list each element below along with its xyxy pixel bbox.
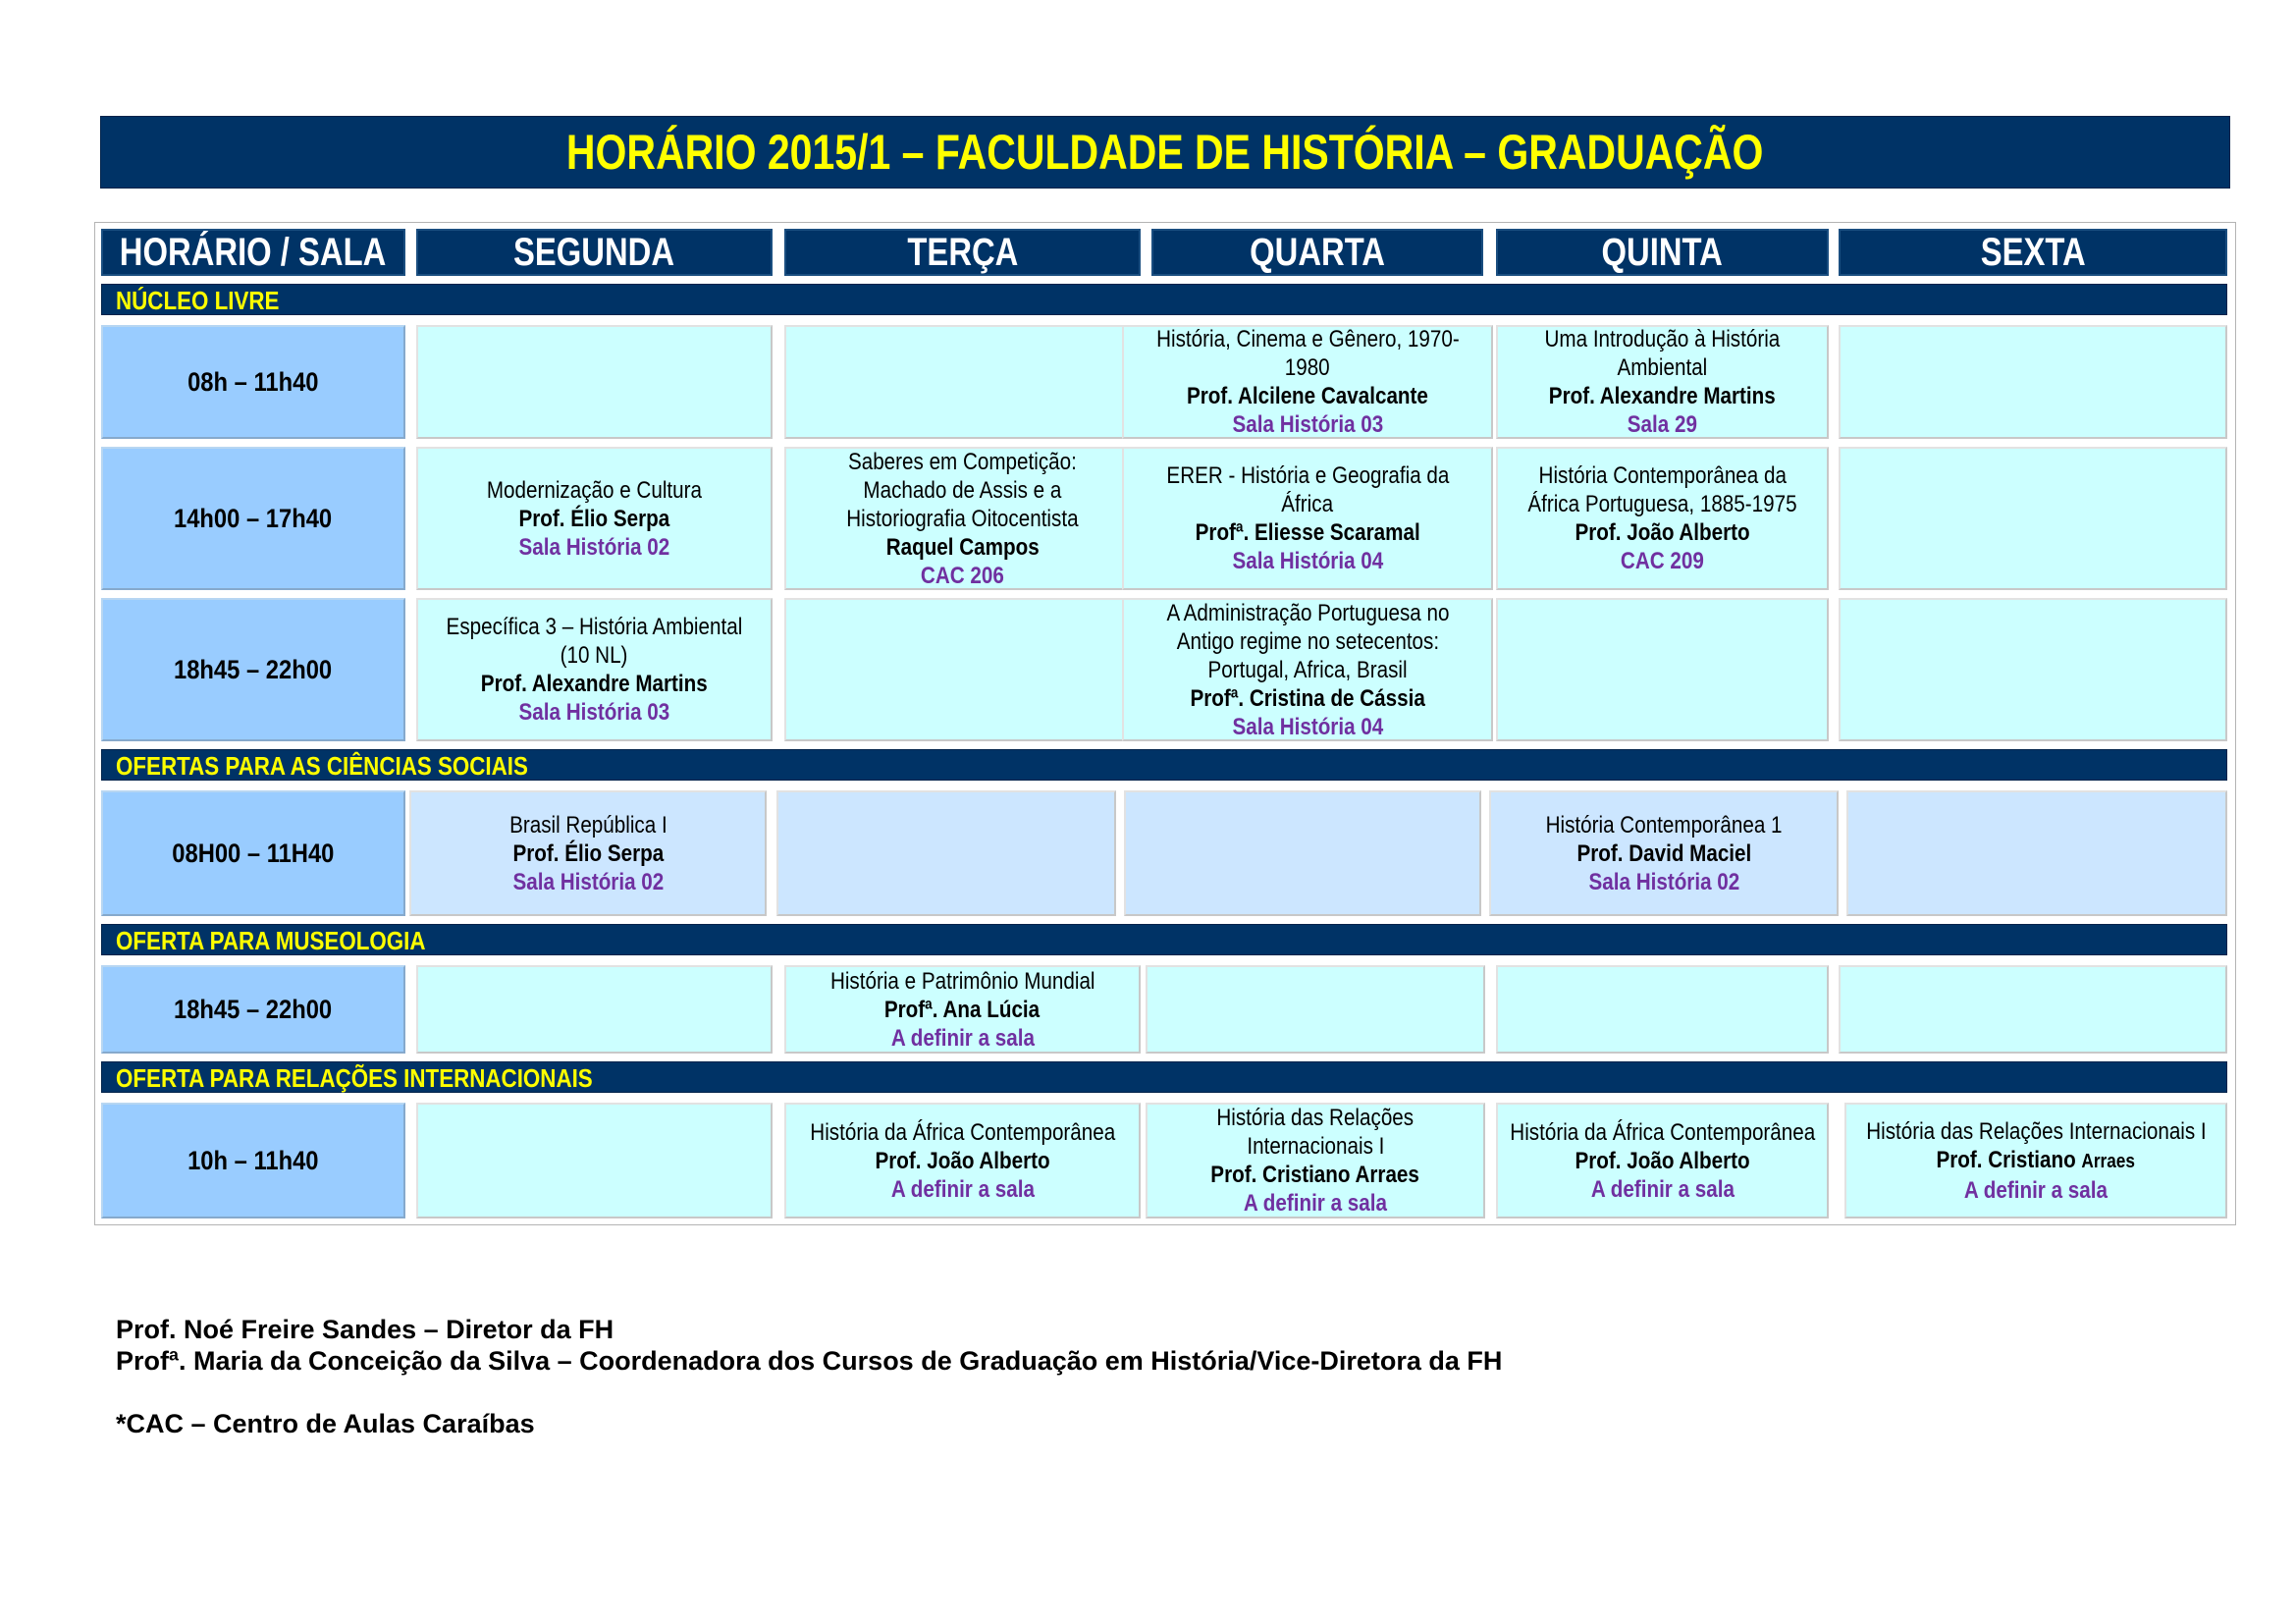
course-name: Antigo regime no setecentos: <box>1176 627 1439 655</box>
time-slot <box>101 1103 405 1218</box>
room: Sala História 04 <box>1232 713 1383 740</box>
time-slot <box>101 965 405 1054</box>
empty-cell <box>416 325 773 439</box>
course-name: Específica 3 – História Ambiental <box>446 614 743 640</box>
room: Sala História 02 <box>518 533 670 561</box>
course-name: Ambiental <box>1617 354 1708 381</box>
class-cell <box>1146 1103 1485 1218</box>
empty-cell <box>1839 965 2227 1054</box>
time-label: 18h45 – 22h00 <box>174 994 333 1024</box>
class-cell <box>416 598 773 741</box>
room: A definir a sala <box>1590 1175 1735 1203</box>
class-cell <box>1122 447 1493 590</box>
time-slot <box>101 447 405 590</box>
header-segunda <box>416 229 773 276</box>
class-cell <box>409 790 767 916</box>
professor: Prof. João Alberto <box>1575 1147 1750 1174</box>
course-name: História Contemporânea 1 <box>1545 811 1783 839</box>
empty-cell <box>1496 965 1829 1054</box>
footer-coordinator: Profª. Maria da Conceição da Silva – Coordenadora dos Cursos de Graduação em História/Vice-Diretora da FH <box>116 1346 1503 1376</box>
room: A definir a sala <box>890 1175 1035 1203</box>
time-slot <box>101 598 405 741</box>
room: A definir a sala <box>890 1024 1035 1052</box>
class-cell <box>1122 325 1493 439</box>
header-label: QUARTA <box>1250 230 1385 274</box>
room: Sala História 02 <box>1588 868 1739 895</box>
professor: Raquel Campos <box>885 533 1040 561</box>
class-cell <box>1122 598 1493 741</box>
empty-cell <box>1839 325 2227 439</box>
room: Sala História 02 <box>512 868 664 895</box>
class-cell <box>1496 447 1829 590</box>
header-sexta <box>1839 229 2227 276</box>
professor: Profª. Eliesse Scaramal <box>1195 519 1420 546</box>
footer-note: *CAC – Centro de Aulas Caraíbas <box>116 1409 535 1438</box>
course-name: ERER - História e Geografia da <box>1166 462 1449 489</box>
empty-cell <box>1846 790 2227 916</box>
professor: Prof. David Maciel <box>1576 839 1751 867</box>
empty-cell <box>784 325 1141 439</box>
course-name: Machado de Assis e a <box>863 476 1062 504</box>
professor-name: Prof. Cristiano <box>1936 1146 2076 1173</box>
section-museologia <box>101 924 2227 955</box>
empty-cell <box>1146 965 1485 1054</box>
time-slot <box>101 790 405 916</box>
empty-cell <box>416 965 773 1054</box>
professor: Profª. Cristina de Cássia <box>1190 684 1425 712</box>
professor: Prof. Cristiano Arraes <box>1210 1162 1420 1188</box>
course-name: (10 NL) <box>561 642 628 669</box>
time-label: 10h – 11h40 <box>187 1145 319 1175</box>
room: CAC 209 <box>1621 548 1704 574</box>
professor: Prof. Alexandre Martins <box>481 671 708 697</box>
professor <box>1937 1146 2135 1176</box>
class-cell <box>1844 1103 2227 1218</box>
course-name: Internacionais I <box>1247 1133 1384 1160</box>
footer-director: Prof. Noé Freire Sandes – Diretor da FH <box>116 1315 614 1344</box>
time-label: 18h45 – 22h00 <box>174 654 333 684</box>
room: Sala História 03 <box>518 699 670 726</box>
page-title <box>100 116 2230 189</box>
course-name: 1980 <box>1285 354 1330 381</box>
professor: Prof. Alexandre Martins <box>1549 383 1776 409</box>
section-label: OFERTA PARA MUSEOLOGIA <box>116 926 426 955</box>
empty-cell <box>1496 598 1829 741</box>
header-quinta <box>1496 229 1829 276</box>
header-terca <box>784 229 1141 276</box>
course-name: A Administração Portuguesa no <box>1166 599 1449 626</box>
professor: Prof. João Alberto <box>875 1147 1050 1174</box>
professor-surname: Arraes <box>2081 1150 2136 1172</box>
class-cell <box>416 447 773 590</box>
footer-signatures <box>116 1314 1502 1439</box>
professor: Prof. Élio Serpa <box>518 505 670 532</box>
room: Sala História 03 <box>1232 411 1383 438</box>
course-name: Modernização e Cultura <box>486 476 703 504</box>
section-label: OFERTA PARA RELAÇÕES INTERNACIONAIS <box>116 1063 593 1093</box>
header-label: HORÁRIO / SALA <box>120 230 387 274</box>
section-relacoes-internacionais <box>101 1061 2227 1093</box>
course-name: História da África Contemporânea <box>810 1118 1115 1146</box>
professor: Profª. Ana Lúcia <box>884 996 1041 1023</box>
room: Sala 29 <box>1627 411 1698 438</box>
professor: Prof. Alcilene Cavalcante <box>1187 383 1428 409</box>
course-name: África Portuguesa, 1885-1975 <box>1527 491 1797 517</box>
class-cell <box>1496 325 1829 439</box>
section-label: NÚCLEO LIVRE <box>116 286 280 315</box>
course-name: Brasil República I <box>508 811 667 839</box>
empty-cell <box>1839 598 2227 741</box>
header-label: SEXTA <box>1980 230 2086 274</box>
page-title-text: HORÁRIO 2015/1 – FACULDADE DE HISTÓRIA – GRADUAÇÃO <box>566 125 1764 180</box>
course-name: História da África Contemporânea <box>1510 1118 1815 1146</box>
course-name: História, Cinema e Gênero, 1970- <box>1155 326 1460 352</box>
professor: Prof. João Alberto <box>1575 519 1750 546</box>
empty-cell <box>776 790 1116 916</box>
header-label: QUINTA <box>1601 230 1724 274</box>
class-cell <box>784 965 1141 1054</box>
course-name: Historiografia Oitocentista <box>846 505 1079 532</box>
time-slot <box>101 325 405 439</box>
course-name: História e Patrimônio Mundial <box>829 967 1095 995</box>
course-name: África <box>1281 491 1334 517</box>
empty-cell <box>416 1103 773 1218</box>
room: A definir a sala <box>1243 1190 1388 1217</box>
course-name: História das Relações <box>1216 1105 1415 1131</box>
time-label: 08h – 11h40 <box>187 366 319 397</box>
header-horario-sala <box>101 229 405 276</box>
empty-cell <box>1839 447 2227 590</box>
time-label: 14h00 – 17h40 <box>174 503 333 533</box>
header-label: SEGUNDA <box>513 230 675 274</box>
room: Sala História 04 <box>1232 548 1383 574</box>
course-name: Uma Introdução à História <box>1544 326 1781 352</box>
room: CAC 206 <box>921 562 1004 589</box>
empty-cell <box>1124 790 1481 916</box>
header-label: TERÇA <box>907 230 1018 274</box>
room: A definir a sala <box>1963 1176 2109 1204</box>
section-nucleo-livre <box>101 284 2227 315</box>
header-quarta <box>1151 229 1483 276</box>
class-cell <box>784 1103 1141 1218</box>
course-name: História Contemporânea da <box>1538 462 1787 489</box>
section-ciencias-sociais <box>101 749 2227 781</box>
time-label: 08H00 – 11H40 <box>172 838 335 868</box>
schedule-table <box>94 222 2236 1225</box>
empty-cell <box>784 598 1141 741</box>
course-name: História das Relações Internacionais I <box>1865 1117 2207 1145</box>
class-cell <box>784 447 1141 590</box>
class-cell <box>1496 1103 1829 1218</box>
section-label: OFERTAS PARA AS CIÊNCIAS SOCIAIS <box>116 751 528 781</box>
professor: Prof. Élio Serpa <box>512 839 664 867</box>
class-cell <box>1489 790 1839 916</box>
course-name: Saberes em Competição: <box>848 448 1077 475</box>
course-name: Portugal, Africa, Brasil <box>1207 656 1408 683</box>
